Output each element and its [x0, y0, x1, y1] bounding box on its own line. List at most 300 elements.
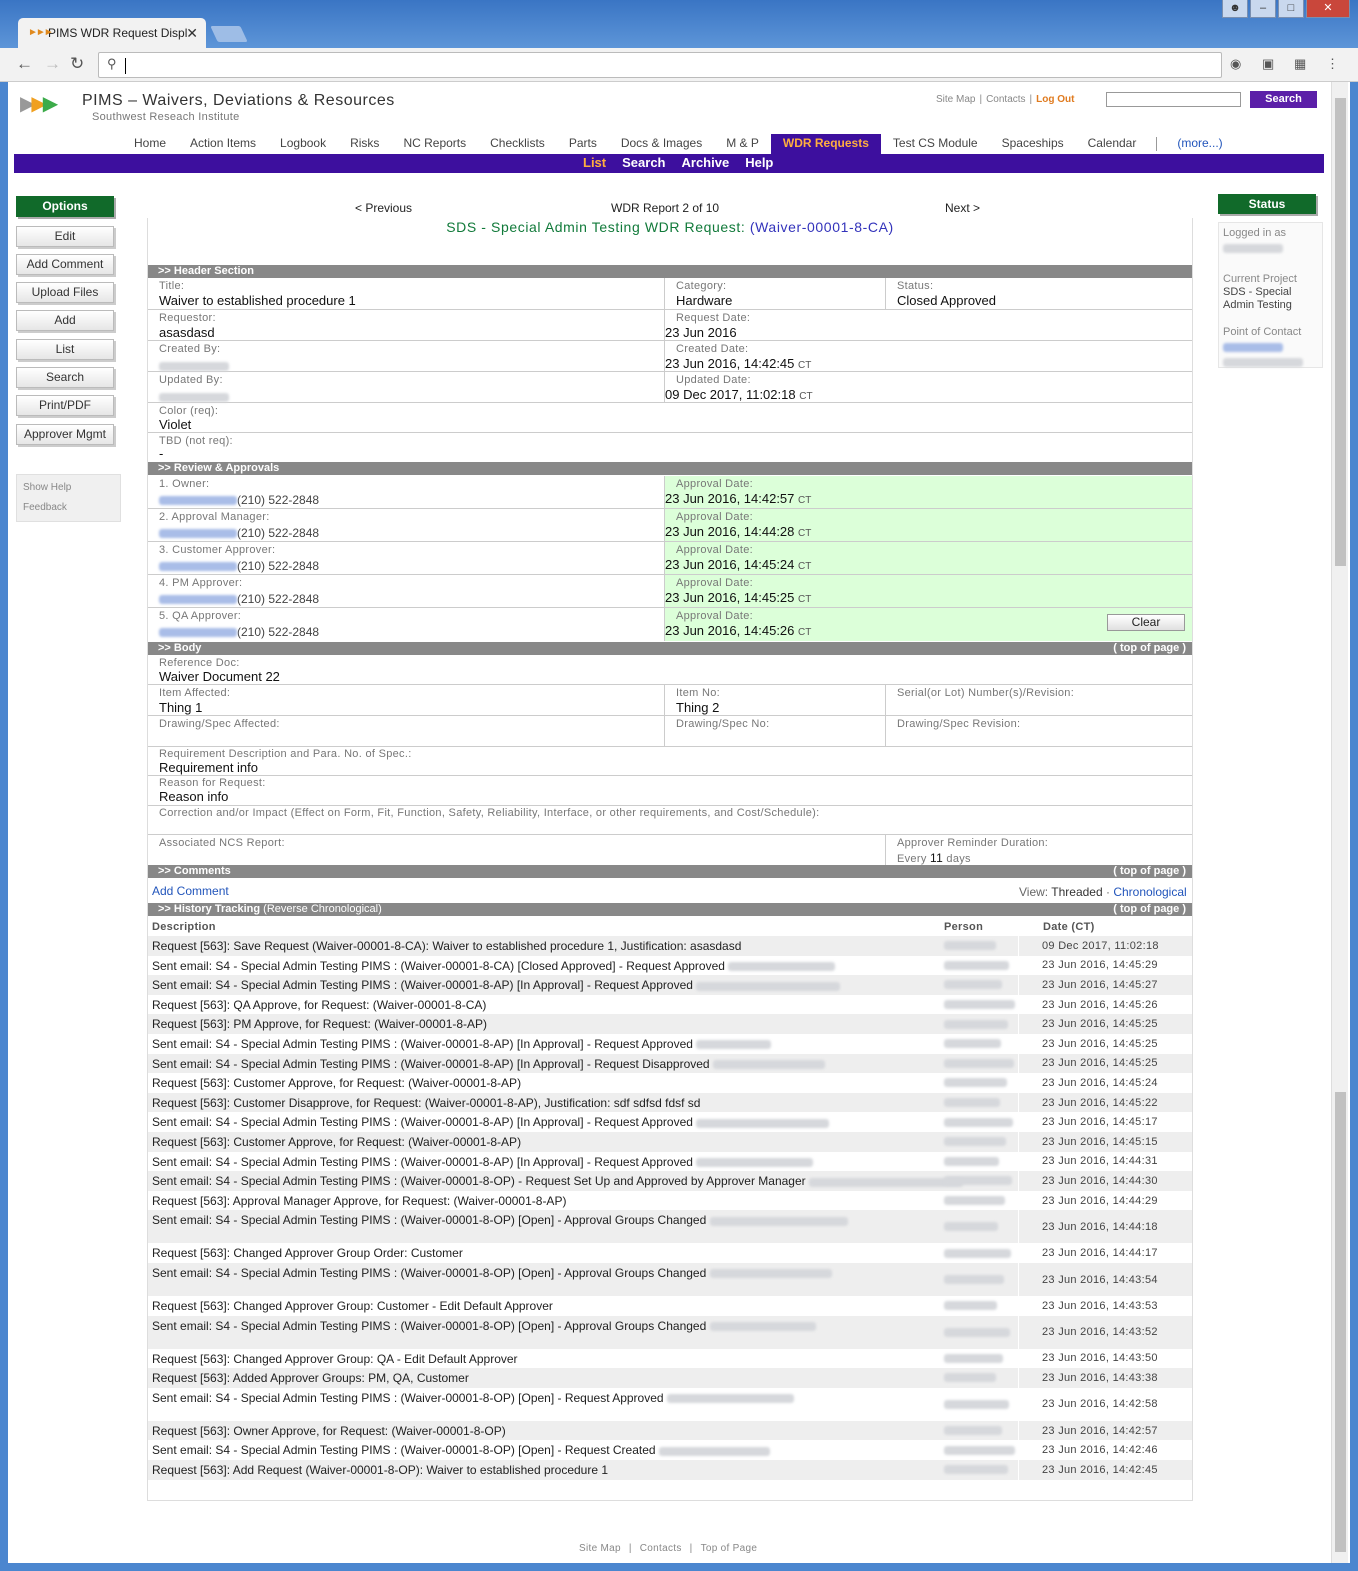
footer-contacts-link[interactable]: Contacts [639, 1543, 682, 1554]
add-button[interactable]: Add [16, 310, 114, 331]
history-date: 23 Jun 2016, 14:43:54 [1042, 1263, 1187, 1296]
history-date: 23 Jun 2016, 14:44:30 [1042, 1171, 1187, 1191]
history-description: Request [563]: Changed Approver Group: Customer - Edit Default Approver [152, 1299, 553, 1313]
history-description: Request [563]: Add Request (Waiver-00001-8-OP): Waiver to established procedure 1 [152, 1463, 609, 1477]
requestor-row [148, 310, 1192, 341]
history-person-blurred [944, 1400, 1009, 1409]
history-row [148, 956, 1192, 976]
history-date: 23 Jun 2016, 14:43:38 [1042, 1368, 1187, 1388]
reason-value: Reason info [159, 789, 229, 804]
history-description: Sent email: S4 - Special Admin Testing PIMS : (Waiver-00001-8-OP) [Open] - Approval Groups Changed [152, 1266, 707, 1280]
comments-top-of-page-link[interactable]: ( top of page ) [1113, 865, 1186, 877]
approval-date-label: Approval Date: [676, 577, 753, 589]
text-cursor [125, 58, 126, 74]
approver-name-blurred [159, 496, 237, 505]
email-recipient-blurred [710, 1217, 848, 1226]
page-scrollbar[interactable] [1331, 82, 1348, 1563]
tbd-label: TBD (not req): [159, 435, 233, 447]
next-link[interactable]: Next > [945, 201, 981, 215]
pims-logo: ▶▶▶ [20, 93, 55, 115]
history-description: Sent email: S4 - Special Admin Testing PIMS : (Waiver-00001-8-OP) - Request Set Up and Approved by Approver Manager [152, 1174, 806, 1189]
history-description: Request [563]: Customer Disapprove, for Request: (Waiver-00001-8-AP), Justification: sdf sdfsd fdsf sd [152, 1095, 701, 1110]
review-heading-text: >> Review & Approvals [158, 462, 280, 474]
body-top-of-page-link[interactable]: ( top of page ) [1113, 642, 1186, 654]
approval-date-tz: CT [798, 594, 812, 605]
history-description: Request [563]: Customer Approve, for Request: (Waiver-00001-8-AP) [152, 1076, 522, 1091]
history-description: Sent email: S4 - Special Admin Testing PIMS : (Waiver-00001-8-AP) [In Approval] - Request Approved [152, 978, 693, 993]
approval-date-tz: CT [798, 627, 812, 638]
tbd-value: - [159, 446, 164, 461]
history-row [148, 1243, 1192, 1263]
created-date-value: 23 Jun 2016, 14:42:45 [665, 356, 795, 371]
history-row [148, 1093, 1192, 1113]
window-frame-bottom [0, 1563, 1358, 1571]
upload-files-button[interactable]: Upload Files [16, 282, 114, 303]
status-heading: Status [1218, 194, 1316, 214]
browser-titlebar [0, 0, 1358, 48]
header-section-heading [148, 265, 1192, 278]
title-row [148, 278, 1192, 310]
email-recipient-blurred [809, 1178, 963, 1187]
history-row [148, 1460, 1192, 1480]
history-col-description: Description [152, 921, 216, 933]
nav-parts[interactable]: Parts [568, 136, 597, 150]
approval-date-label: Approval Date: [676, 544, 753, 556]
history-row [148, 1191, 1192, 1211]
created-by-blurred [159, 362, 229, 371]
email-recipient-blurred [696, 1119, 829, 1128]
close-window-button[interactable]: ✕ [1306, 0, 1350, 18]
site-map-link[interactable]: Site Map [936, 94, 976, 105]
history-person-blurred [944, 1078, 1007, 1087]
subnav-help[interactable]: Help [745, 155, 774, 170]
req-desc-label: Requirement Description and Para. No. of Spec.: [159, 748, 412, 760]
approver-mgmt-button[interactable]: Approver Mgmt [16, 424, 114, 445]
updated-date-value: 09 Dec 2017, 11:02:18 [665, 387, 796, 402]
status-label: Status: [897, 280, 934, 292]
nav-logbook[interactable]: Logbook [280, 136, 327, 150]
history-description: Sent email: S4 - Special Admin Testing PIMS : (Waiver-00001-8-CA) [Closed Approved] - Request Approved [152, 958, 725, 973]
nav-test-cs-module[interactable]: Test CS Module [892, 136, 978, 150]
email-recipient-blurred [696, 982, 840, 991]
body-section-heading [148, 642, 1192, 655]
item-affected-value: Thing 1 [159, 700, 203, 715]
request-date-label: Request Date: [676, 312, 751, 324]
history-top-of-page-link[interactable]: ( top of page ) [1113, 903, 1186, 915]
history-person-blurred [944, 1020, 1008, 1029]
history-description: Request [563]: Owner Approve, for Request: (Waiver-00001-8-OP) [152, 1423, 506, 1438]
help-box [16, 474, 121, 522]
poc-label: Point of Contact [1223, 326, 1302, 338]
nav-separator [1156, 137, 1157, 151]
approver-name-blurred [159, 529, 237, 538]
updated-row [148, 372, 1192, 403]
history-description: Request [563]: Save Request (Waiver-00001-8-CA): Waiver to established procedure 1, Justification: asasdasd [152, 939, 742, 953]
history-description: Request [563]: Added Approver Groups: PM, QA, Customer [152, 1371, 469, 1386]
status-value: Closed Approved [897, 293, 997, 308]
history-person-blurred [944, 1157, 999, 1166]
history-person-blurred [944, 1426, 1002, 1435]
history-date: 23 Jun 2016, 14:43:50 [1042, 1352, 1158, 1365]
subnav-archive[interactable]: Archive [681, 155, 730, 170]
reminder-label: Approver Reminder Duration: [897, 837, 1049, 849]
footer: Site Map | Contacts | Top of Page [579, 1543, 758, 1554]
created-by-label: Created By: [159, 343, 221, 355]
approval-date-label: Approval Date: [676, 478, 753, 490]
correction-label: Correction and/or Impact (Effect on Form, Fit, Function, Safety, Reliability, Interface, or other requirements, and Cost/Schedule): [159, 807, 820, 819]
nav-more[interactable]: (more...) [1177, 136, 1223, 150]
approver-row [148, 575, 1192, 608]
global-search-input[interactable] [1106, 92, 1241, 107]
scrollbar-thumb[interactable] [1335, 98, 1346, 566]
item-no-value: Thing 2 [676, 700, 720, 715]
history-date: 23 Jun 2016, 14:44:31 [1042, 1155, 1158, 1168]
minimize-button[interactable]: – [1250, 0, 1276, 18]
nav-spaceships[interactable]: Spaceships [1001, 136, 1064, 150]
history-date: 23 Jun 2016, 14:45:25 [1042, 1014, 1187, 1034]
history-section-heading [148, 903, 1192, 916]
item-no-label: Item No: [676, 687, 720, 699]
window-frame-left [0, 82, 8, 1571]
nav-calendar[interactable]: Calendar [1087, 136, 1137, 150]
history-description: Sent email: S4 - Special Admin Testing PIMS : (Waiver-00001-8-AP) [In Approval] - Request Approved [152, 1037, 693, 1051]
comment-view-selector: View: Threaded · Chronological [1019, 885, 1187, 899]
history-person-blurred [944, 1328, 1010, 1337]
global-search-button[interactable]: Search [1250, 91, 1317, 108]
approval-date-value: 23 Jun 2016, 14:45:26 [665, 623, 795, 638]
history-date: 23 Jun 2016, 14:45:15 [1042, 1132, 1187, 1152]
reason-row [148, 776, 1192, 806]
req-desc-row [148, 747, 1192, 776]
history-row [148, 1421, 1192, 1441]
history-date: 23 Jun 2016, 14:45:29 [1042, 959, 1158, 972]
review-section-heading [148, 462, 1192, 475]
tbd-row [148, 433, 1192, 462]
current-project-label: Current Project [1223, 273, 1297, 285]
history-row [148, 1210, 1192, 1243]
back-arrow-icon[interactable]: ← [16, 54, 33, 73]
updated-by-label: Updated By: [159, 374, 223, 386]
history-row [148, 1073, 1192, 1093]
history-description: Request [563]: QA Approve, for Request: (Waiver-00001-8-CA) [152, 997, 487, 1012]
approval-date-tz: CT [798, 561, 812, 572]
header-section-heading-text: >> Header Section [158, 265, 254, 277]
history-row [148, 1349, 1192, 1369]
nav-m-p[interactable]: M & P [726, 136, 759, 150]
history-person-blurred [944, 1222, 998, 1231]
history-description: Sent email: S4 - Special Admin Testing PIMS : (Waiver-00001-8-OP) [Open] - Request Created [152, 1443, 656, 1458]
history-person-blurred [944, 1118, 1013, 1127]
scrollbar-thumb-lower [1335, 1092, 1346, 1552]
approver-name-blurred [159, 595, 237, 604]
history-row [148, 1296, 1192, 1316]
approver-name-blurred [159, 628, 237, 637]
drawing-no-label: Drawing/Spec No: [676, 718, 770, 730]
view-threaded[interactable]: Threaded [1051, 885, 1103, 899]
history-date: 23 Jun 2016, 14:45:26 [1042, 998, 1158, 1011]
history-description: Sent email: S4 - Special Admin Testing PIMS : (Waiver-00001-8-OP) [Open] - Approval Groups Changed [152, 1318, 707, 1333]
history-description: Sent email: S4 - Special Admin Testing PIMS : (Waiver-00001-8-AP) [In Approval] - Request Disapproved [152, 1056, 710, 1071]
approval-date-tz: CT [798, 495, 812, 506]
list-button[interactable]: List [16, 339, 114, 360]
history-date: 23 Jun 2016, 14:44:17 [1042, 1247, 1158, 1260]
history-person-blurred [944, 961, 1009, 970]
menu-kebab-icon[interactable]: ⋮ [1326, 56, 1339, 71]
view-label: View: [1019, 885, 1049, 899]
history-date: 23 Jun 2016, 14:44:29 [1042, 1194, 1158, 1207]
approval-date-tz: CT [798, 528, 812, 539]
subnav-list[interactable]: List [583, 155, 607, 170]
maximize-button[interactable]: □ [1278, 0, 1304, 18]
nav-wdr-requests[interactable]: WDR Requests [771, 134, 881, 154]
close-tab-icon[interactable]: ✕ [186, 25, 198, 41]
subnav-search[interactable]: Search [622, 155, 666, 170]
requestor-value: asasdasd [159, 325, 215, 340]
browser-tab[interactable] [18, 18, 206, 48]
logged-in-label: Logged in as [1223, 227, 1286, 239]
new-tab-button[interactable] [210, 26, 247, 42]
clear-approvals-button[interactable]: Clear [1107, 614, 1185, 631]
item-affected-label: Item Affected: [159, 687, 231, 699]
email-recipient-blurred [659, 1447, 770, 1456]
email-recipient-blurred [696, 1158, 813, 1167]
view-chronological[interactable]: Chronological [1113, 885, 1187, 899]
request-id: (Waiver-00001-8-CA) [749, 219, 894, 235]
category-label: Category: [676, 280, 727, 292]
drawing-rev-label: Drawing/Spec Revision: [897, 718, 1021, 730]
history-person-blurred [944, 1137, 1006, 1146]
footer-top-link[interactable]: Top of Page [700, 1543, 758, 1554]
history-person-blurred [944, 1098, 1000, 1107]
comments-heading-text: >> Comments [158, 865, 231, 877]
history-person-blurred [944, 1059, 1014, 1068]
history-col-person: Person [944, 921, 984, 933]
history-person-blurred [944, 1301, 997, 1310]
color-label: Color (req): [159, 405, 219, 417]
approver-row [148, 608, 1192, 641]
approver-role: 1. Owner: [159, 478, 210, 490]
approval-date-value: 23 Jun 2016, 14:45:25 [665, 590, 795, 605]
request-date-value: 23 Jun 2016 [665, 325, 737, 340]
history-person-blurred [944, 1000, 1015, 1009]
drawing-affected-label: Drawing/Spec Affected: [159, 718, 280, 730]
print-pdf-button[interactable]: Print/PDF [16, 395, 114, 416]
history-date: 23 Jun 2016, 14:43:52 [1042, 1316, 1187, 1349]
main-nav [122, 134, 1235, 154]
comments-section-heading [148, 865, 1192, 878]
approver-phone: (210) 522-2848 [237, 493, 320, 507]
forward-arrow-icon[interactable]: → [44, 54, 61, 73]
reason-label: Reason for Request: [159, 777, 266, 789]
reminder-value: 11 [929, 851, 944, 865]
history-person-blurred [944, 980, 1002, 989]
approver-role: 3. Customer Approver: [159, 544, 276, 556]
history-row [148, 975, 1192, 995]
history-description: Request [563]: Approval Manager Approve, for Request: (Waiver-00001-8-AP) [152, 1193, 567, 1208]
window-frame-right [1350, 82, 1358, 1571]
updated-date-label: Updated Date: [676, 374, 751, 386]
history-description: Request [563]: PM Approve, for Request: (Waiver-00001-8-AP) [152, 1017, 488, 1032]
history-row [148, 1132, 1192, 1152]
drawing-row [148, 716, 1192, 747]
approval-date-label: Approval Date: [676, 610, 753, 622]
history-date: 23 Jun 2016, 14:45:24 [1042, 1076, 1158, 1089]
window-controls [1222, 0, 1350, 20]
req-desc-value: Requirement info [159, 760, 258, 775]
extension-g-icon[interactable]: ▦ [1294, 56, 1307, 71]
history-person-blurred [944, 1196, 1005, 1205]
nav-checklists[interactable]: Checklists [490, 136, 545, 150]
history-date: 09 Dec 2017, 11:02:18 [1042, 936, 1187, 956]
history-date: 23 Jun 2016, 14:45:27 [1042, 975, 1187, 995]
category-value: Hardware [676, 293, 733, 308]
history-person-blurred [944, 1249, 1011, 1258]
ref-doc-value: Waiver Document 22 [159, 669, 280, 684]
app-title: PIMS – Waivers, Deviations & Resources [82, 92, 395, 109]
history-row [148, 1316, 1192, 1349]
email-recipient-blurred [710, 1269, 832, 1278]
reference-doc-row [148, 655, 1192, 685]
body-heading-text: >> Body [158, 642, 202, 654]
request-title-prefix: SDS - Special Admin Testing WDR Request: [446, 219, 746, 235]
search-button[interactable]: Search [16, 367, 114, 388]
history-row [148, 1171, 1192, 1191]
history-heading-note: (Reverse Chronological) [263, 903, 382, 915]
history-date: 23 Jun 2016, 14:42:58 [1042, 1398, 1158, 1411]
status-panel [1218, 222, 1323, 368]
reminder-every: Every [897, 853, 927, 865]
email-recipient-blurred [728, 962, 835, 971]
color-value: Violet [159, 417, 192, 432]
nav-home[interactable]: Home [134, 136, 167, 150]
address-bar[interactable] [98, 52, 1222, 78]
history-person-blurred [944, 1354, 1003, 1363]
title-label: Title: [159, 280, 185, 292]
approval-date-value: 23 Jun 2016, 14:45:24 [665, 557, 795, 572]
approver-phone: (210) 522-2848 [237, 592, 320, 606]
add-comment-link[interactable]: Add Comment [152, 884, 229, 898]
history-date: 23 Jun 2016, 14:42:46 [1042, 1444, 1158, 1457]
add-comment-button[interactable]: Add Comment [16, 254, 114, 275]
contacts-link[interactable]: Contacts [986, 94, 1026, 105]
history-date: 23 Jun 2016, 14:44:18 [1042, 1210, 1187, 1243]
browser-toolbar [0, 48, 1358, 82]
created-date-tz: CT [798, 360, 812, 371]
approval-date-label: Approval Date: [676, 511, 753, 523]
user-icon[interactable]: ☻ [1222, 0, 1248, 18]
history-date: 23 Jun 2016, 14:45:17 [1042, 1116, 1158, 1129]
previous-link[interactable]: < Previous [355, 201, 413, 215]
history-person-blurred [944, 941, 996, 950]
correction-row [148, 806, 1192, 835]
approver-phone: (210) 522-2848 [237, 625, 320, 639]
history-description: Request [563]: Changed Approver Group Order: Customer [152, 1246, 463, 1261]
reload-icon[interactable]: ↻ [70, 54, 85, 73]
history-date: 23 Jun 2016, 14:42:57 [1042, 1421, 1187, 1441]
approver-row [148, 509, 1192, 542]
approver-role: 2. Approval Manager: [159, 511, 270, 523]
extension-globe-icon[interactable]: ◉ [1230, 56, 1242, 71]
sub-nav [14, 154, 1324, 173]
history-description: Sent email: S4 - Special Admin Testing PIMS : (Waiver-00001-8-AP) [In Approval] - Request Approved [152, 1154, 693, 1169]
approver-phone: (210) 522-2848 [237, 526, 320, 540]
history-row [148, 1112, 1192, 1132]
history-person-blurred [944, 1373, 996, 1382]
updated-date-tz: CT [799, 391, 813, 402]
reminder-unit: days [946, 853, 971, 865]
email-recipient-blurred [710, 1322, 816, 1331]
history-description: Request [563]: Customer Approve, for Request: (Waiver-00001-8-AP) [152, 1135, 522, 1149]
history-row [148, 1388, 1192, 1421]
approver-row [148, 476, 1192, 509]
history-date: 23 Jun 2016, 14:45:25 [1042, 1054, 1187, 1074]
history-row [148, 1034, 1192, 1054]
approver-row [148, 542, 1192, 575]
updated-by-blurred [159, 393, 229, 402]
show-help-link[interactable]: Show Help [23, 482, 72, 493]
history-col-date: Date (CT) [1043, 921, 1095, 933]
history-row [148, 1440, 1192, 1460]
top-links: Site Map | Contacts | Log Out [936, 94, 1075, 105]
title-value: Waiver to established procedure 1 [159, 293, 356, 308]
logout-link[interactable]: Log Out [1036, 94, 1075, 105]
history-person-blurred [944, 1275, 1004, 1284]
approver-role: 5. QA Approver: [159, 610, 242, 622]
search-icon: ⚲ [107, 56, 117, 71]
approver-name-blurred [159, 562, 237, 571]
serial-label: Serial(or Lot) Number(s)/Revision: [897, 687, 1075, 699]
color-row [148, 403, 1192, 433]
ncs-row [148, 835, 1192, 865]
request-title [147, 219, 1193, 235]
history-row [148, 1152, 1192, 1172]
email-recipient-blurred [667, 1394, 794, 1403]
ref-doc-label: Reference Doc: [159, 657, 240, 669]
item-row [148, 685, 1192, 716]
edit-button[interactable]: Edit [16, 226, 114, 247]
history-description: Sent email: S4 - Special Admin Testing PIMS : (Waiver-00001-8-OP) [Open] - Approval Groups Changed [152, 1213, 707, 1228]
footer-site-map-link[interactable]: Site Map [579, 1543, 621, 1554]
history-date: 23 Jun 2016, 14:45:22 [1042, 1093, 1187, 1113]
history-person-blurred [944, 1176, 1012, 1185]
history-description: Sent email: S4 - Special Admin Testing PIMS : (Waiver-00001-8-AP) [In Approval] - Request Approved [152, 1115, 693, 1130]
history-row [148, 1368, 1192, 1388]
organization-name: Southwest Reseach Institute [92, 111, 240, 123]
report-position: WDR Report 2 of 10 [611, 201, 720, 215]
created-row [148, 341, 1192, 372]
history-person-blurred [944, 1465, 1008, 1474]
email-recipient-blurred [713, 1060, 825, 1069]
history-description: Request [563]: Changed Approver Group: QA - Edit Default Approver [152, 1351, 518, 1366]
history-person-blurred [944, 1039, 1001, 1048]
history-description: Sent email: S4 - Special Admin Testing PIMS : (Waiver-00001-8-OP) [Open] - Request Approved [152, 1390, 664, 1405]
feedback-link[interactable]: Feedback [23, 502, 67, 513]
created-date-label: Created Date: [676, 343, 749, 355]
nav-docs-images[interactable]: Docs & Images [620, 136, 703, 150]
history-heading-text: >> History Tracking [158, 903, 261, 915]
extension-square-icon[interactable]: ▣ [1262, 56, 1275, 71]
nav-action-items[interactable]: Action Items [190, 136, 257, 150]
history-row [148, 1263, 1192, 1296]
email-recipient-blurred [696, 1040, 771, 1049]
approval-date-value: 23 Jun 2016, 14:44:28 [665, 524, 795, 539]
history-person-blurred [944, 1446, 1015, 1455]
nav-risks[interactable]: Risks [350, 136, 380, 150]
ncs-label: Associated NCS Report: [159, 837, 285, 849]
history-date: 23 Jun 2016, 14:43:53 [1042, 1299, 1158, 1312]
history-date: 23 Jun 2016, 14:42:45 [1042, 1460, 1187, 1480]
nav-nc-reports[interactable]: NC Reports [403, 136, 467, 150]
